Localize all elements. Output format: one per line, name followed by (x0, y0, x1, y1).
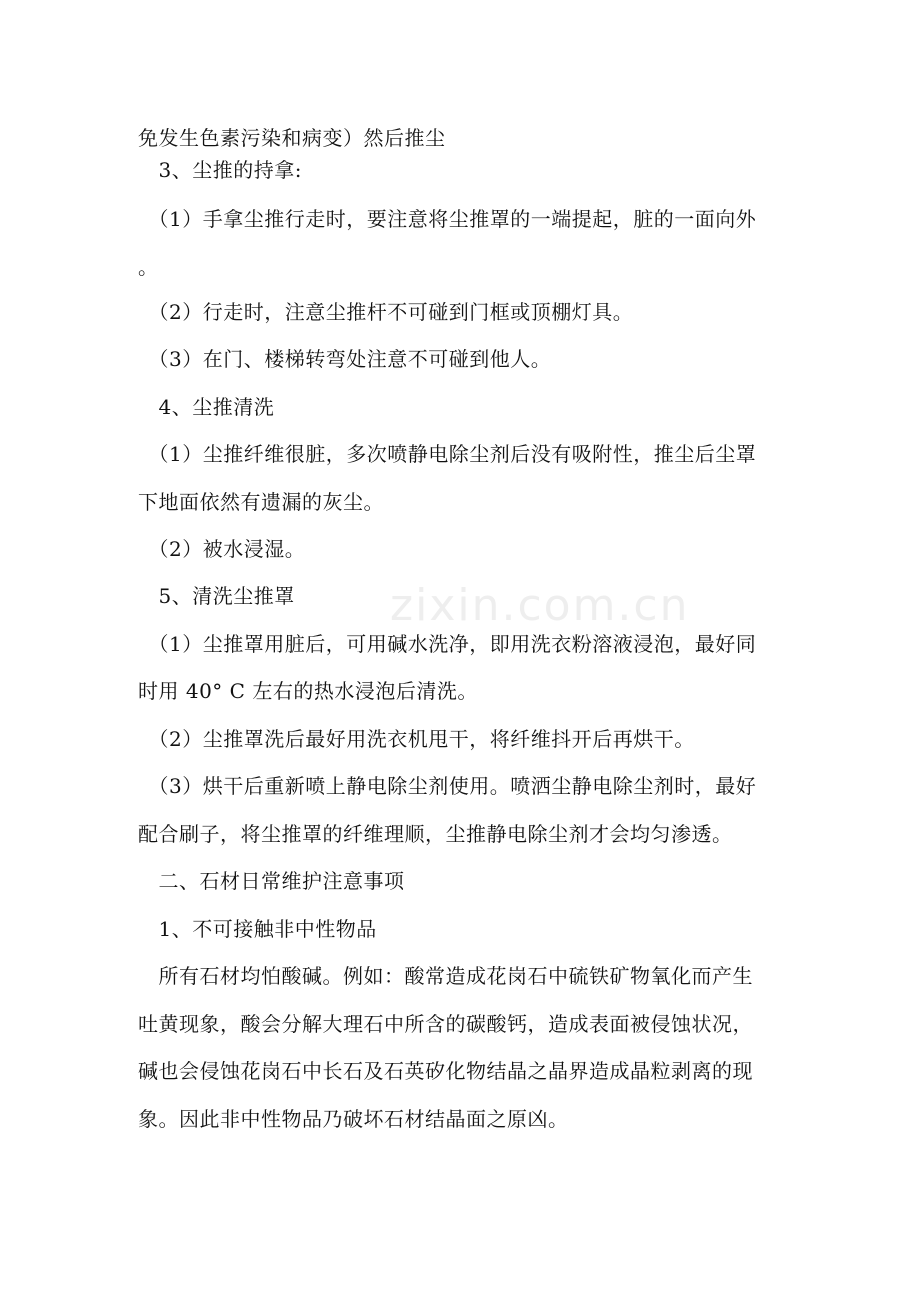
text-line: 碱也会侵蚀花岗石中长石及石英矽化物结晶之晶界造成晶粒剥离的现 (138, 1059, 753, 1083)
section-heading: 二、石材日常维护注意事项 (138, 869, 405, 893)
heading-line: 3、尘推的持拿: (138, 158, 302, 182)
watermark: zixin.com.cn (390, 580, 690, 631)
text-line: （2）尘推罩洗后最好用洗衣机甩干，将纤维抖开后再烘干。 (138, 727, 695, 751)
text-line: 免发生色素污染和病变）然后推尘 (138, 126, 446, 150)
text-line: （1）尘推罩用脏后，可用碱水洗净，即用洗衣粉溶液浸泡，最好同 (138, 632, 757, 656)
text-line: （3）在门、楼梯转弯处注意不可碰到他人。 (138, 347, 552, 371)
text-line: （1）尘推纤维很脏，多次喷静电除尘剂后没有吸附性，推尘后尘罩 (138, 442, 757, 466)
text-line: 所有石材均怕酸碱。例如：酸常造成花岗石中硫铁矿物氧化而产生 (138, 964, 753, 988)
text-line: 。 (138, 255, 159, 279)
heading-line: 4、尘推清洗 (138, 395, 275, 419)
text-line: （2）行走时，注意尘推杆不可碰到门框或顶棚灯具。 (138, 300, 634, 324)
text-line: 吐黄现象，酸会分解大理石中所含的碳酸钙，造成表面被侵蚀状况， (138, 1012, 753, 1036)
text-line: 时用 40° C 左右的热水浸泡后清洗。 (138, 679, 478, 703)
text-line: 下地面依然有遗漏的灰尘。 (138, 490, 384, 514)
text-line: （3）烘干后重新喷上静电除尘剂使用。喷洒尘静电除尘剂时，最好 (138, 774, 757, 798)
heading-line: 5、清洗尘推罩 (138, 584, 295, 608)
text-line: （1）手拿尘推行走时，要注意将尘推罩的一端提起，脏的一面向外 (138, 207, 757, 231)
text-line: 象。因此非中性物品乃破坏石材结晶面之原凶。 (138, 1107, 569, 1131)
heading-line: 1、不可接触非中性物品 (138, 917, 377, 941)
text-line: （2）被水浸湿。 (138, 537, 306, 561)
text-line: 配合刷子，将尘推罩的纤维理顺，尘推静电除尘剂才会均匀渗透。 (138, 822, 733, 846)
